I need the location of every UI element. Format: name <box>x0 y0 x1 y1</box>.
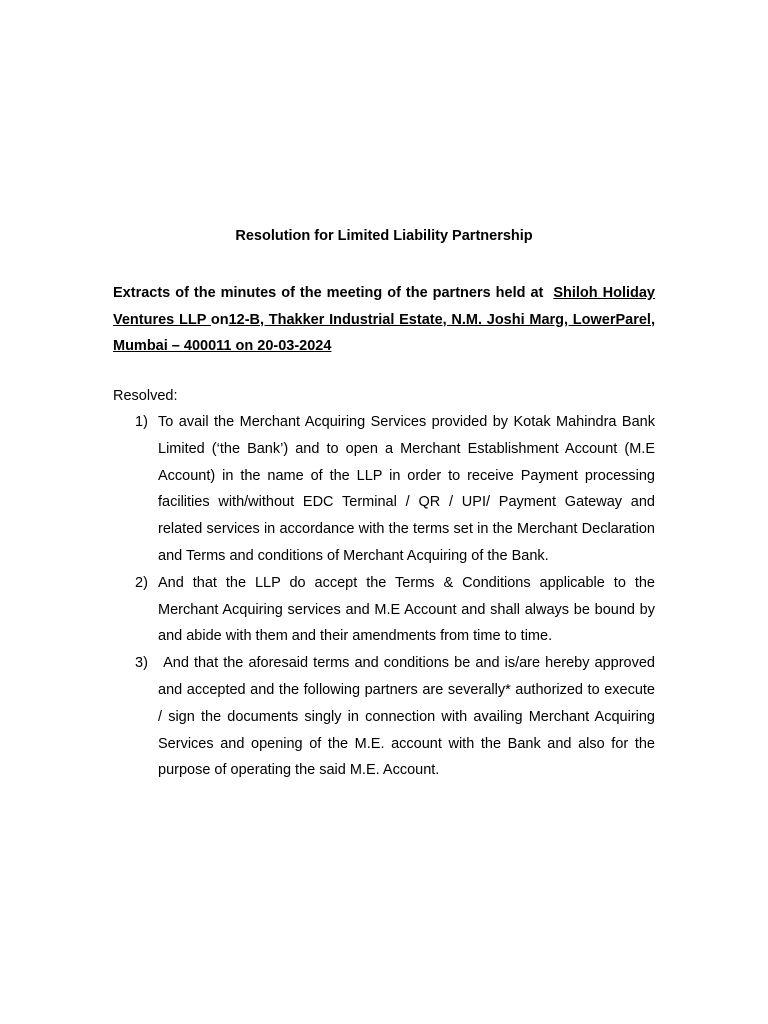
meeting-address-date: 12-B, Thakker Industrial Estate, N.M. Joshi Marg, LowerParel, Mumbai – 400011 on 20-03-2024 <box>113 311 655 355</box>
meeting-extract <box>113 280 655 360</box>
resolution-item-number: 1) <box>135 414 148 430</box>
llp-name: Shiloh Holiday Ventures LLP <box>113 285 655 328</box>
extract-on-word: on <box>210 311 229 328</box>
document-title: Resolution for Limited Liability Partnership <box>235 228 533 244</box>
resolution-item-2 <box>113 570 655 650</box>
resolution-item-text: And that the LLP do accept the Terms & Conditions applicable to the Merchant Acquiring services and M.E Account and shall always be bound by and abide with them and their amendments from time to time. <box>158 574 655 645</box>
resolution-item-number: 3) <box>135 655 148 672</box>
resolution-item-3 <box>113 650 660 784</box>
resolution-item-text: To avail the Merchant Acquiring Services provided by Kotak Mahindra Bank Limited (‘the Bank’) and to open a Merchant Establishment Account (M.E Account) in the name of the LLP in order to receive Payment processing facilities with/without EDC Terminal / QR / UPI/ Payment Gateway and related services in accordance with the terms set in the Merchant Declaration and Terms and conditions of Merchant Acquiring of the Bank. <box>158 414 655 564</box>
resolution-item-number: 2) <box>135 574 148 591</box>
resolved-label: Resolved: <box>113 388 178 404</box>
resolution-item-text: And that the aforesaid terms and conditions be and is/are hereby approved and accepted and the following partners are severally* authorized to execute / sign the documents singly in connection with availing Merchant Acquiring Services and opening of the M.E. account with the Bank and also for the purpose of operating the said M.E. Account. <box>158 655 660 779</box>
resolution-item-1 <box>113 409 655 570</box>
resolution-list <box>113 409 660 784</box>
extract-intro: Extracts of the minutes of the meeting of the partners held at <box>113 285 554 301</box>
